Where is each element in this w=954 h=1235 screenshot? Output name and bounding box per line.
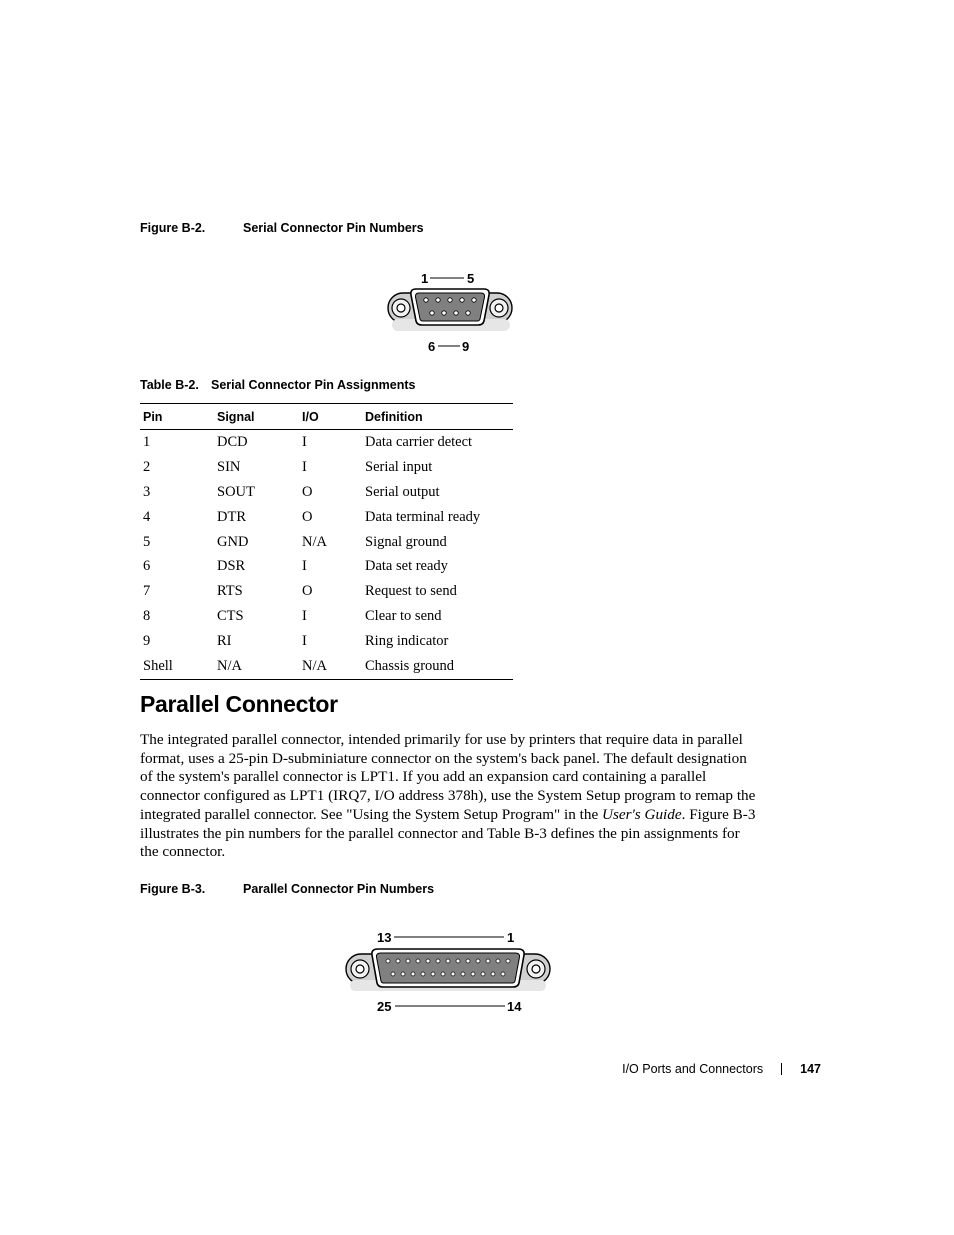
table-row	[140, 430, 513, 455]
table-row	[140, 554, 513, 579]
cell-pin: 9	[143, 633, 151, 650]
parallel-pin-label-bottom-right: 14	[507, 999, 522, 1014]
cell-definition: Request to send	[365, 583, 457, 600]
table-row	[140, 455, 513, 480]
cell-io: I	[302, 433, 307, 450]
pin-hole	[451, 972, 455, 976]
pin-hole	[421, 972, 425, 976]
pin-hole	[501, 972, 505, 976]
pin-hole	[506, 959, 510, 963]
cell-pin: 1	[143, 433, 151, 450]
cell-pin: Shell	[140, 654, 214, 679]
pin-hole	[441, 972, 445, 976]
cell-io: O	[302, 508, 313, 525]
serial-pin-assignments-table	[140, 403, 513, 680]
cell-definition: Data terminal ready	[365, 508, 481, 525]
cell-pin: 4	[143, 508, 151, 525]
section-heading: Parallel Connector	[140, 691, 338, 717]
footer-divider	[781, 1063, 782, 1075]
figure-b2-caption	[140, 221, 424, 235]
cell-definition: Clear to send	[365, 608, 442, 625]
table-row	[140, 604, 513, 629]
pin-hole	[461, 972, 465, 976]
cell-definition: Signal ground	[365, 533, 447, 550]
cell-definition: Chassis ground	[362, 654, 513, 679]
table-b2-label: Table B-2.	[140, 378, 199, 392]
pin-hole	[436, 959, 440, 963]
pin-hole	[456, 959, 460, 963]
pin-hole	[406, 959, 410, 963]
cell-io: I	[302, 608, 307, 625]
table-b2-caption	[140, 378, 415, 392]
cell-pin: 3	[143, 483, 151, 500]
pin-hole	[471, 972, 475, 976]
pin-hole	[426, 959, 430, 963]
table-row	[140, 629, 513, 654]
serial-pin-label-top-left: 1	[421, 271, 429, 286]
serial-pin-label-bottom-right: 9	[462, 339, 470, 354]
serial-connector-diagram	[380, 265, 520, 355]
cell-io: I	[302, 558, 307, 575]
pin-hole	[411, 972, 415, 976]
serial-pin-label-bottom-left: 6	[428, 339, 436, 354]
serial-pin-label-top-right: 5	[467, 271, 475, 286]
pin-hole	[401, 972, 405, 976]
pin-hole	[476, 959, 480, 963]
cell-signal: SOUT	[217, 483, 255, 500]
table-header-row	[140, 404, 513, 430]
cell-io: N/A	[302, 533, 327, 550]
pin-hole	[486, 959, 490, 963]
cell-definition: Ring indicator	[365, 633, 449, 650]
pin-hole	[481, 972, 485, 976]
cell-io: O	[302, 483, 313, 500]
cell-signal: RI	[217, 633, 232, 650]
pin-hole	[491, 972, 495, 976]
paragraph-text-part2: . Figure B-3 illustrates the pin numbers for the parallel connector and Table B-3 defines the pin assignments for the connector.	[140, 805, 756, 861]
column-header-signal: Signal	[214, 404, 299, 430]
cell-signal: DCD	[217, 433, 248, 450]
table-b2-title: Serial Connector Pin Assignments	[211, 378, 416, 392]
column-header-io: I/O	[299, 404, 362, 430]
parallel-connector-diagram	[340, 925, 560, 1020]
cell-signal: DTR	[217, 508, 246, 525]
column-header-pin: Pin	[140, 404, 214, 430]
page-number: 147	[800, 1062, 821, 1076]
figure-b3-caption	[140, 882, 434, 896]
cell-pin: 7	[143, 583, 151, 600]
cell-signal: N/A	[214, 654, 299, 679]
cell-io: I	[302, 458, 307, 475]
pin-hole	[431, 972, 435, 976]
cell-signal: CTS	[217, 608, 244, 625]
footer-section-name: I/O Ports and Connectors	[622, 1062, 764, 1076]
table-row	[140, 654, 513, 679]
pin-hole	[391, 972, 395, 976]
cell-pin: 2	[143, 458, 151, 475]
cell-signal: SIN	[217, 458, 241, 475]
parallel-pin-label-top-left: 13	[377, 930, 392, 945]
cell-definition: Data set ready	[365, 558, 448, 575]
pin-hole	[496, 959, 500, 963]
cell-definition: Serial input	[365, 458, 433, 475]
pin-hole	[466, 959, 470, 963]
cell-definition: Serial output	[365, 483, 440, 500]
paragraph-text-part1: The integrated parallel connector, intended primarily for use by printers that require data in parallel format, uses a 25-pin D-subminiature connector on the system's back panel. The default designation of the system's parallel connector is LPT1. If you add an expansion card containing a parallel connector configured as LPT1 (IRQ7, I/O address 378h), use the System Setup program to remap the integrated parallel connector. See "Using the System Setup Program" in the	[140, 731, 756, 823]
parallel-pin-label-bottom-left: 25	[377, 999, 392, 1014]
parallel-pin-label-top-right: 1	[507, 930, 515, 945]
figure-b2-label: Figure B-2.	[140, 221, 206, 235]
figure-b3-title: Parallel Connector Pin Numbers	[243, 882, 435, 896]
cell-signal: GND	[217, 533, 249, 550]
cell-io: I	[302, 633, 307, 650]
pin-hole	[386, 959, 390, 963]
table-row	[140, 480, 513, 505]
cell-pin: 8	[143, 608, 151, 625]
page-footer	[622, 1062, 821, 1076]
table-row	[140, 530, 513, 555]
pin-hole	[446, 959, 450, 963]
cell-signal: RTS	[217, 583, 243, 600]
section-paragraph	[140, 731, 760, 862]
cell-pin: 5	[143, 533, 151, 550]
pin-hole	[396, 959, 400, 963]
cell-pin: 6	[143, 558, 151, 575]
figure-b3-label: Figure B-3.	[140, 882, 206, 896]
table-row	[140, 579, 513, 604]
figure-b2-title: Serial Connector Pin Numbers	[243, 221, 424, 235]
cell-io: O	[302, 583, 313, 600]
paragraph-italic-reference: User's Guide	[602, 805, 682, 823]
cell-definition: Data carrier detect	[365, 433, 473, 450]
table-row	[140, 505, 513, 530]
cell-io: N/A	[299, 654, 362, 679]
cell-signal: DSR	[217, 558, 246, 575]
pin-hole	[416, 959, 420, 963]
column-header-definition: Definition	[362, 404, 513, 430]
